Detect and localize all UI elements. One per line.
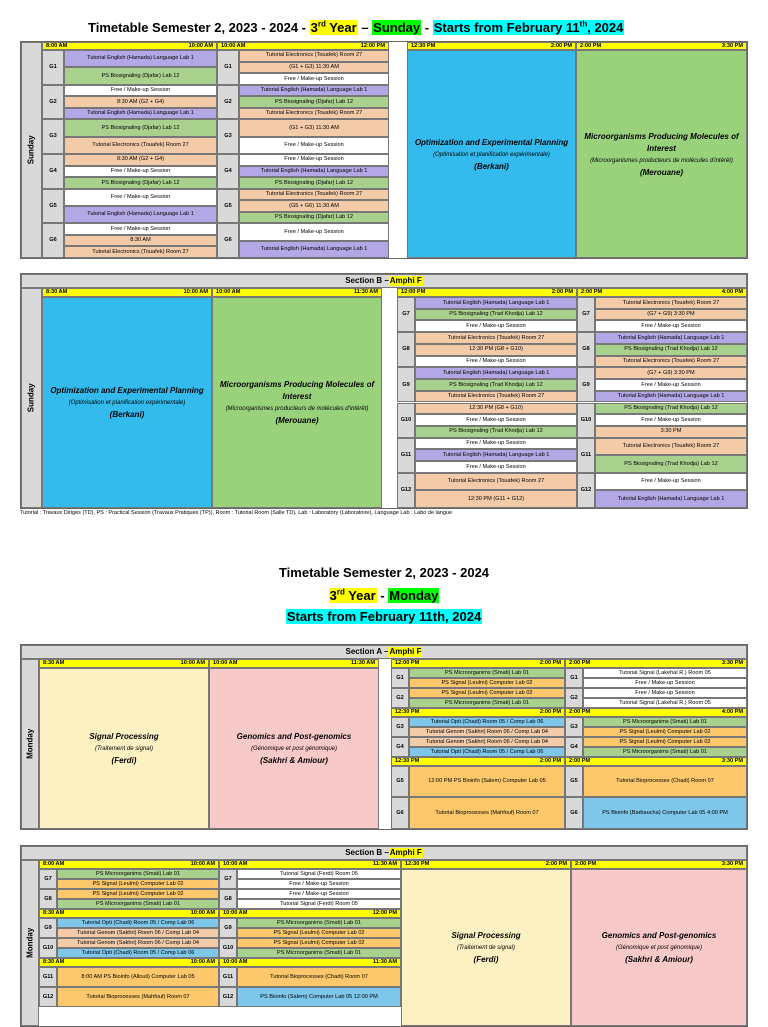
session-cell: 8:30 AM (G2 + G4)	[64, 96, 217, 108]
start-date-highlight: Starts from February 11th, 2024	[433, 19, 624, 35]
session-cell: PS Biosignaling (Trad Khodja) Lab 12	[415, 426, 577, 438]
session-cell: PS Microorganims (Smati) Lab 01	[409, 668, 565, 678]
session-cell: PS Signal (Leulmi) Computer Lab 02	[57, 879, 219, 889]
session-cell: PS Biosignaling (Djafar) Lab 12	[64, 119, 217, 136]
session-cell: Free / Make-up Session	[595, 473, 747, 491]
session-cell: Tutorial English (Hamada) Language Lab 1	[239, 166, 389, 178]
group-label: G9	[397, 367, 415, 402]
group-label: G9	[39, 918, 57, 938]
genomics-block: Genomics and Post-genomics (Génomique et post génomique) (Sakhri & Amiour)	[209, 668, 379, 829]
session-cell: Free / Make-up Session	[237, 889, 401, 899]
optimization-course-block: Optimization and Experimental Planning (Optimisation et planification expérimentale) (Berkani)	[407, 50, 576, 258]
session-cell: Tutorial Electronics (Touafek) Room 27	[415, 332, 577, 344]
group-label: G7	[219, 869, 237, 889]
session-cell: PS Bioinfo (Salem) Computer Lab 05 12:00 PM	[237, 987, 401, 1007]
genomics-block: Genomics and Post-genomics (Génomique et post génomique) (Sakhri & Amiour)	[571, 869, 747, 1026]
group-label: G10	[39, 938, 57, 958]
session-cell: Free / Make-up Session	[239, 73, 389, 85]
session-cell: (G5 + G6) 11:30 AM	[239, 200, 389, 212]
session-cell: PS Biosignaling (Trad Khodja) Lab 12	[595, 403, 747, 415]
session-cell: Tutorial Electronics (Touafek) Room 27	[64, 246, 217, 258]
group-label: G8	[397, 332, 415, 367]
microorganisms-course-block: Microorganisms Producing Molecules of Interest (Microorganismes producteurs de molécules d'intérêt) (Merouane)	[576, 50, 747, 258]
sunday-section-b	[20, 273, 748, 509]
session-cell: 8:30 AM	[64, 235, 217, 247]
session-cell: Tutorial English (Hamada) Language Lab 1	[415, 297, 577, 309]
year-highlight: 3rd Year	[310, 19, 357, 35]
group-label: G12	[39, 987, 57, 1007]
group-label: G10	[397, 403, 415, 438]
group-label: G2	[217, 85, 239, 120]
session-cell: 8:30 AM (G2 + G4)	[64, 154, 217, 166]
group-label: G8	[219, 889, 237, 909]
time-header: 8:30 AM 10:00 AM	[39, 659, 209, 668]
session-cell: Tutorial Bioprocesses (Chadi) Room 07	[583, 766, 747, 797]
session-cell: PS Biosignaling (Djafar) Lab 12	[64, 177, 217, 189]
session-cell: PS Microorganims (Smati) Lab 01	[583, 717, 747, 727]
session-cell: PS Signal (Leulmi) Computer Lab 02	[409, 678, 565, 688]
session-cell: Tutorial Electronics (Touafek) Room 27	[239, 108, 389, 120]
optimization-course-block: Optimization and Experimental Planning (Optimisation et planification expérimentale) (Berkani)	[42, 297, 212, 508]
monday-section-a	[20, 644, 748, 830]
session-cell: PS Signal (Leulmi) Computer Lab 02	[237, 928, 401, 938]
group-label: G9	[219, 918, 237, 938]
session-cell: Free / Make-up Session	[595, 379, 747, 391]
group-label: G12	[577, 473, 595, 508]
session-cell: Tutorial Electronics (Touafek) Room 27	[595, 297, 747, 309]
group-label: G1	[391, 668, 409, 688]
session-cell: Tutorial Genom (Sakhri) Room 06 / Comp Lab 04	[57, 938, 219, 948]
session-cell: 8:00 AM PS Bioinfo (Allouli) Computer Lab 05	[57, 967, 219, 987]
session-cell: Free / Make-up Session	[64, 166, 217, 178]
session-cell: Free / Make-up Session	[595, 414, 747, 426]
session-cell: Tutorial Electronics (Touafek) Room 27	[239, 189, 389, 201]
group-label: G2	[42, 85, 64, 120]
session-cell: Tutorial English (Hamada) Language Lab 1	[239, 85, 389, 97]
session-cell: Free / Make-up Session	[64, 223, 217, 235]
time-header: 2:00 PM 4:00 PM	[565, 708, 747, 717]
session-cell: Tutorial English (Hamada) Language Lab 1	[64, 50, 217, 67]
group-label: G6	[42, 223, 64, 258]
group-label: G5	[217, 189, 239, 224]
time-header: 10:00 AM 11:30 AM	[219, 958, 401, 967]
time-header: 2:00 PM 3:30 PM	[565, 757, 747, 766]
group-label: G10	[219, 938, 237, 958]
session-cell: Tutorial English (Hamada) Language Lab 1	[415, 367, 577, 379]
section-b-header: Section B – Amphi F	[21, 274, 747, 288]
session-cell: 12:30 PM (G11 + G12)	[415, 490, 577, 508]
session-cell: (G1 + G3) 11:30 AM	[239, 62, 389, 74]
group-label: G5	[565, 766, 583, 797]
legend: Tutorial : Travaux Dirigés (TD), PS : Practical Session (Travaux Pratiques (TP)), Room : Tutorial Room (Salle TD), Lab : Laboratory (Laboratoire), Language Lab : Labo de langue	[20, 510, 453, 516]
session-cell: Tutorial Electronics (Touafek) Room 27	[415, 473, 577, 491]
session-cell: Tutorial Electronics (Touafek) Room 27	[595, 356, 747, 368]
time-header: 8:30 AM 10:00 AM	[39, 909, 219, 918]
time-header: 12:30 PM 2:00 PM	[401, 860, 571, 869]
session-cell: Free / Make-up Session	[415, 461, 577, 473]
group-label: G7	[39, 869, 57, 889]
session-cell: Free / Make-up Session	[64, 85, 217, 97]
group-label: G6	[391, 797, 409, 829]
session-cell: Free / Make-up Session	[415, 438, 577, 450]
group-label: G8	[39, 889, 57, 909]
session-cell: Tutorial Opti (Chadi) Room 05 / Comp Lab 06	[409, 717, 565, 727]
session-cell: Free / Make-up Session	[239, 223, 389, 240]
session-cell: PS Microorganims (Smati) Lab 01	[57, 899, 219, 909]
group-label: G9	[577, 367, 595, 402]
session-cell: Free / Make-up Session	[595, 320, 747, 332]
microorganisms-course-block: Microorganisms Producing Molecules of Interest (Microorganismes producteurs de molécules d'intérêt) (Merouane)	[212, 297, 382, 508]
time-header: 10:00 AM 12:00 PM	[217, 42, 389, 50]
session-cell: Free / Make-up Session	[239, 137, 389, 154]
time-header: 2:00 PM 4:00 PM	[577, 288, 747, 297]
group-label: G4	[565, 737, 583, 757]
session-cell: PS Biosignaling (Trad Khodja) Lab 12	[415, 379, 577, 391]
session-cell: Tutorial Electronics (Touafek) Room 27	[64, 137, 217, 154]
session-cell: PS Biosignaling (Djafar) Lab 12	[239, 212, 389, 224]
day-highlight: Sunday	[373, 20, 421, 35]
session-cell: PS Biosignaling (Djafar) Lab 12	[239, 96, 389, 108]
session-cell: Tutorial Signal (Lakehal R.) Room 05	[583, 668, 747, 678]
session-cell: 12:00 PM PS Bioinfo (Salem) Computer Lab 05	[409, 766, 565, 797]
session-cell: PS Microorganims (Smati) Lab 01	[57, 869, 219, 879]
session-cell: Tutorial English (Hamada) Language Lab 1	[64, 206, 217, 223]
monday-section-b	[20, 845, 748, 1027]
session-cell: Tutorial Signal (Lakehal R.) Room 05	[583, 698, 747, 708]
session-cell: PS Microorganims (Smati) Lab 01	[583, 747, 747, 757]
group-label: G4	[42, 154, 64, 189]
day-label: Sunday	[21, 42, 42, 258]
session-cell: Tutorial English (Hamada) Language Lab 1	[239, 241, 389, 258]
time-header: 12:30 PM 2:00 PM	[391, 708, 565, 717]
title-text: Timetable Semester 2, 2023 - 2024 -	[88, 20, 310, 35]
group-label: G3	[217, 119, 239, 154]
session-cell: Tutorial Opti (Chadi) Room 05 / Comp Lab 06	[57, 918, 219, 928]
time-header: 2:00 PM 3:30 PM	[565, 659, 747, 668]
session-cell: Free / Make-up Session	[583, 678, 747, 688]
signal-processing-block: Signal Processing (Traitement de signal) (Ferdi)	[39, 668, 209, 829]
session-cell: PS Microorganims (Smati) Lab 01	[237, 948, 401, 958]
session-cell: Tutorial Genom (Sakhri) Room 06 / Comp Lab 04	[409, 727, 565, 737]
time-header: 8:30 AM 10:00 AM	[42, 288, 212, 297]
session-cell: PS Signal (Leulmi) Computer Lab 02	[237, 938, 401, 948]
time-header: 12:00 PM 2:00 PM	[397, 288, 577, 297]
session-cell: 12:30 PM (G8 + G10)	[415, 403, 577, 415]
session-cell: PS Signal (Leulmi) Computer Lab 02	[583, 727, 747, 737]
start-date-line: Starts from February 11th, 2024	[286, 609, 482, 624]
session-cell: Tutorial Opti (Chadi) Room 05 / Comp Lab 06	[57, 948, 219, 958]
session-cell: Tutorial Signal (Ferdi) Room 05	[237, 899, 401, 909]
session-cell: Free / Make-up Session	[415, 414, 577, 426]
session-cell: Free / Make-up Session	[64, 189, 217, 206]
session-cell: (G7 + G9) 3:30 PM	[595, 367, 747, 379]
time-header: 10:00 AM 12:00 PM	[219, 909, 401, 918]
timetable-title-sunday: Timetable Semester 2, 2023 - 2024 - 3rd Year – Sunday - Starts from February 11th, 2024	[88, 19, 624, 35]
day-label: Monday	[21, 659, 39, 829]
group-label: G7	[397, 297, 415, 332]
session-cell: Tutorial Genom (Sakhri) Room 06 / Comp Lab 04	[57, 928, 219, 938]
day-label: Monday	[21, 860, 39, 1026]
session-cell: PS Biosignaling (Trad Khodja) Lab 12	[595, 455, 747, 473]
time-header: 10:00 AM 11:30 AM	[219, 860, 401, 869]
session-cell: Tutorial Opti (Chadi) Room 05 / Comp Lab 06	[409, 747, 565, 757]
time-header: 8:00 AM 10:00 AM	[42, 42, 217, 50]
session-cell: Free / Make-up Session	[415, 356, 577, 368]
session-cell: Tutorial Genom (Sakhri) Room 06 / Comp Lab 04	[409, 737, 565, 747]
year-day-line: 3rd Year - Monday	[329, 587, 439, 603]
time-header: 12:30 PM 2:00 PM	[407, 42, 576, 50]
session-cell: PS Microorganims (Smati) Lab 01	[409, 698, 565, 708]
time-header: 8:00 AM 10:00 AM	[39, 860, 219, 869]
session-cell: Tutorial English (Hamada) Language Lab 1	[595, 332, 747, 344]
session-cell: Free / Make-up Session	[415, 320, 577, 332]
group-label: G11	[397, 438, 415, 473]
session-cell: Tutorial Bioprocesses (Chadi) Room 07	[237, 967, 401, 987]
group-label: G3	[391, 717, 409, 737]
group-label: G6	[565, 797, 583, 829]
group-label: G5	[391, 766, 409, 797]
group-label: G3	[565, 717, 583, 737]
session-cell: PS Biosignaling (Trad Khodja) Lab 12	[415, 309, 577, 321]
sunday-section-a	[20, 41, 748, 259]
session-cell: (G7 + G9) 3:30 PM	[595, 309, 747, 321]
session-cell: PS Signal (Leulmi) Computer Lab 02	[57, 889, 219, 899]
session-cell: Tutorial Bioprocesses (Mahfouf) Room 07	[409, 797, 565, 829]
session-cell: Free / Make-up Session	[237, 879, 401, 889]
session-cell: Tutorial English (Hamada) Language Lab 1	[64, 108, 217, 120]
time-header: 12:30 PM 2:00 PM	[391, 757, 565, 766]
day-label: Sunday	[21, 288, 42, 508]
session-cell: 3:30 PM	[595, 426, 747, 438]
session-cell: 12:30 PM (G8 + G10)	[415, 344, 577, 356]
timetable-title-monday: Timetable Semester 2, 2023 - 2024	[278, 565, 490, 580]
group-label: G7	[577, 297, 595, 332]
session-cell: Tutorial Electronics (Touafek) Room 27	[595, 438, 747, 456]
group-label: G6	[217, 223, 239, 258]
time-header: 2:00 PM 3:30 PM	[576, 42, 747, 50]
group-label: G11	[39, 967, 57, 987]
group-label: G12	[219, 987, 237, 1007]
session-cell: Tutorial English (Hamada) Language Lab 1	[595, 490, 747, 508]
session-cell: Tutorial Electronics (Touafek) Room 27	[239, 50, 389, 62]
group-label: G4	[391, 737, 409, 757]
session-cell: PS Microorganims (Smati) Lab 01	[237, 918, 401, 928]
group-label: G11	[577, 438, 595, 473]
time-header: 8:30 AM 10:00 AM	[39, 958, 219, 967]
group-label: G1	[42, 50, 64, 85]
group-label: G4	[217, 154, 239, 189]
time-header: 12:00 PM 2:00 PM	[391, 659, 565, 668]
session-cell: Free / Make-up Session	[239, 154, 389, 166]
session-cell: Tutorial Bioprocesses (Mahfouf) Room 07	[57, 987, 219, 1007]
session-cell: PS Biosignaling (Djafar) Lab 12	[64, 67, 217, 84]
group-label: G3	[42, 119, 64, 154]
signal-processing-block: Signal Processing (Traitement de signal) (Ferdi)	[401, 869, 571, 1026]
time-header: 2:00 PM 3:30 PM	[571, 860, 747, 869]
session-cell: Tutorial Electronics (Touafek) Room 27	[415, 391, 577, 403]
group-label: G10	[577, 403, 595, 438]
group-label: G11	[219, 967, 237, 987]
group-label: G8	[577, 332, 595, 367]
session-cell: Tutorial English (Hamada) Language Lab 1	[595, 391, 747, 403]
session-cell: (G1 + G3) 11:30 AM	[239, 119, 389, 136]
session-cell: Free / Make-up Session	[583, 688, 747, 698]
time-header: 10:00 AM 11:30 AM	[209, 659, 379, 668]
session-cell: PS Biosignaling (Trad Khodja) Lab 12	[595, 344, 747, 356]
section-a-header: Section A – Amphi F	[21, 645, 747, 659]
section-b-header: Section B – Amphi F	[21, 846, 747, 860]
group-label: G5	[42, 189, 64, 224]
session-cell: PS Signal (Leulmi) Computer Lab 02	[409, 688, 565, 698]
group-label: G12	[397, 473, 415, 508]
session-cell: PS Signal (Leulmi) Computer Lab 02	[583, 737, 747, 747]
session-cell: PS Biosignaling (Djafar) Lab 12	[239, 177, 389, 189]
group-label: G1	[565, 668, 583, 688]
group-label: G1	[217, 50, 239, 85]
group-label: G2	[565, 688, 583, 708]
group-label: G2	[391, 688, 409, 708]
session-cell: PS Bioinfo (Barbaucha) Computer Lab 05 4:00 PM	[583, 797, 747, 829]
session-cell: Tutorial Signal (Ferdi) Room 05	[237, 869, 401, 879]
session-cell: Tutorial English (Hamada) Language Lab 1	[415, 449, 577, 461]
time-header: 10:00 AM 11:30 AM	[212, 288, 382, 297]
